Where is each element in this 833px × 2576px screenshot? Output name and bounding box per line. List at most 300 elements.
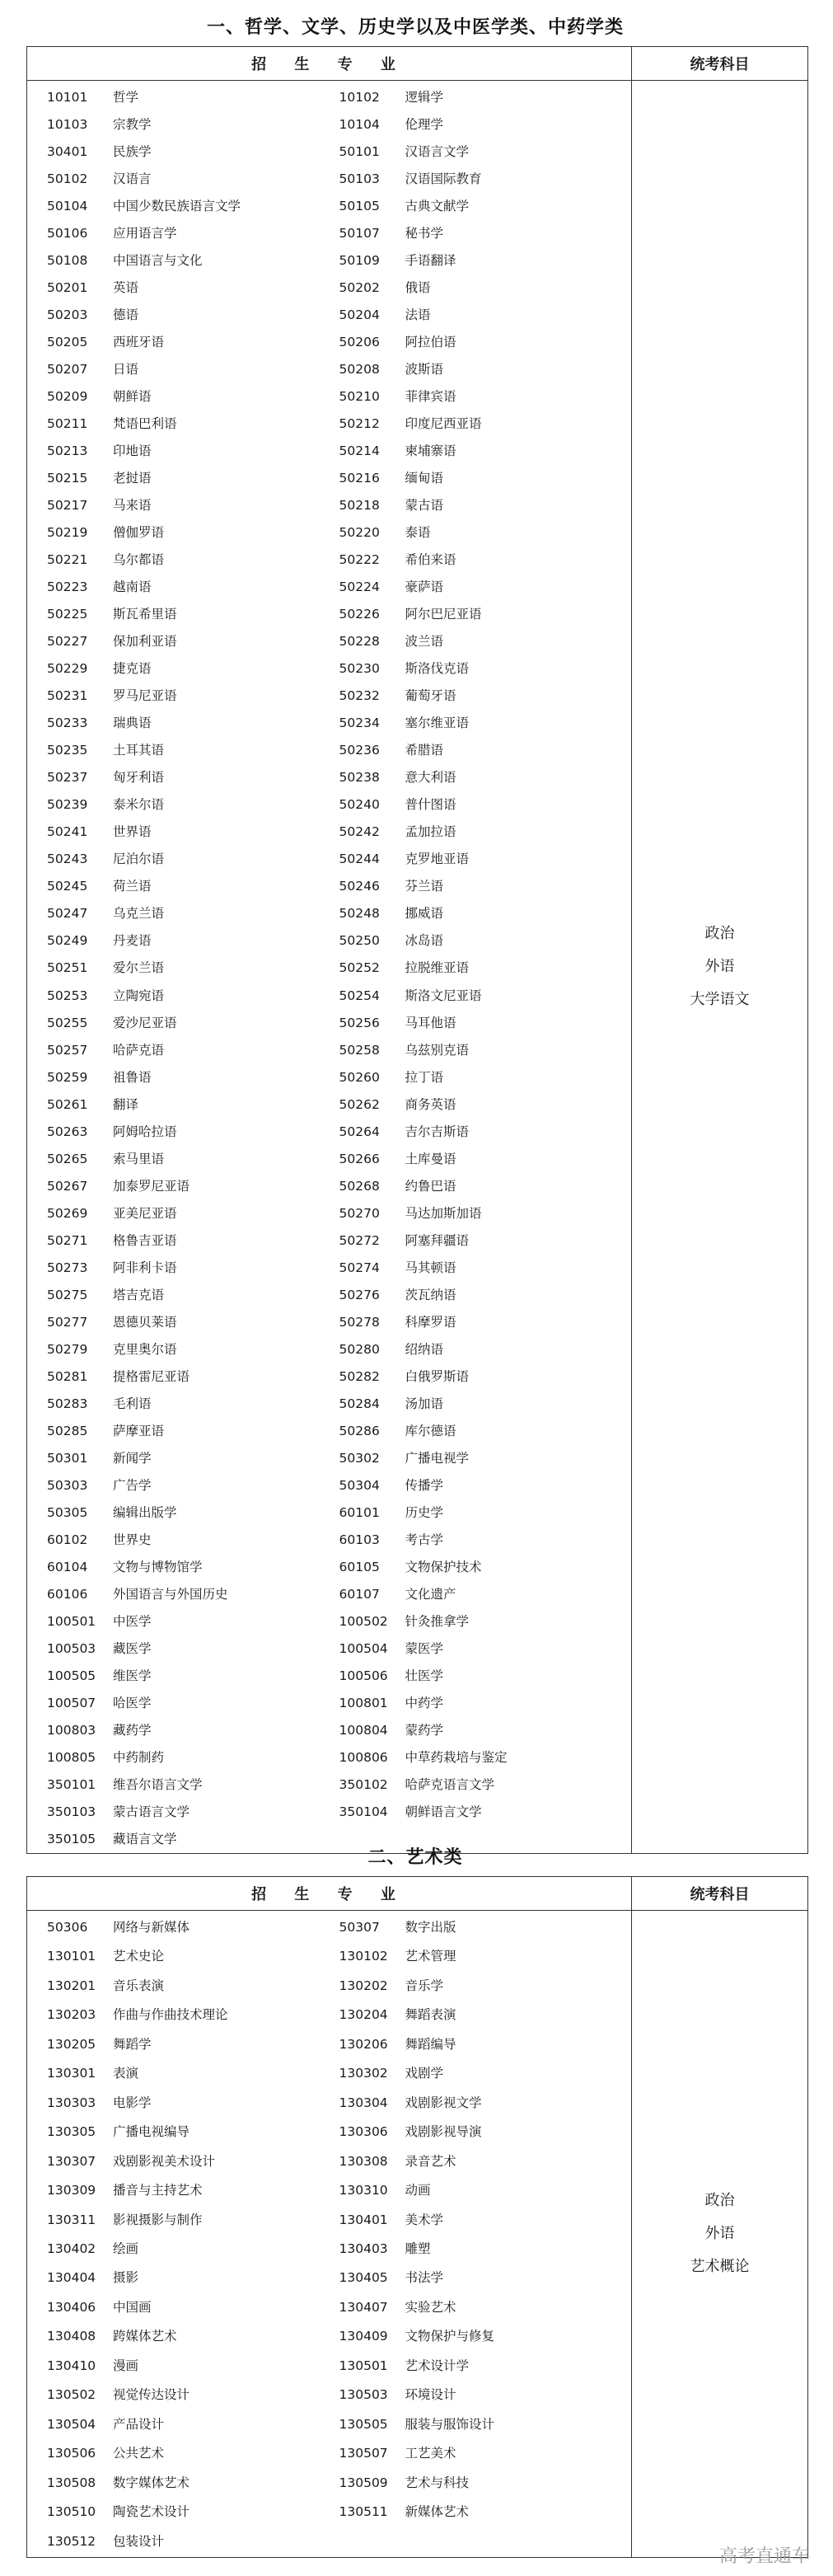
major-code: 100805 [47,1749,96,1765]
major-name: 孟加拉语 [405,824,456,840]
major-name: 塞尔维亚语 [405,716,470,731]
major-item [27,2090,330,2117]
major-name: 德语 [113,307,139,323]
major-item [27,1309,330,1336]
major-code: 60101 [339,1504,380,1520]
major-code: 50264 [339,1124,380,1139]
major-name: 白俄罗斯语 [405,1368,470,1384]
major-item [27,1554,330,1581]
major-name: 艺术管理 [405,1949,456,1964]
major-code: 50232 [339,688,380,704]
major-item [330,1418,632,1445]
major-name: 藏医学 [113,1640,152,1656]
major-code: 130409 [339,2329,388,2344]
major-item [330,519,632,547]
major-code: 100804 [339,1722,388,1738]
major-code: 130102 [339,1949,388,1964]
major-name: 乌兹别克语 [405,1042,470,1058]
major-name: 公共艺术 [113,2446,165,2461]
major-code: 50263 [47,1124,88,1139]
major-code: 50105 [339,199,380,214]
major-item [330,955,632,982]
major-name: 西班牙语 [113,335,165,350]
major-code: 50227 [47,634,88,650]
major-name: 阿非利卡语 [113,1260,177,1275]
section-title: 一、哲学、文学、历史学以及中医学类、中药学类 [206,17,624,38]
header-major: 招 生 专 业 [27,1877,632,1911]
major-name: 针灸推拿学 [405,1613,470,1629]
major-item [27,1445,330,1472]
major-code: 50223 [47,579,88,595]
major-name: 茨瓦纳语 [405,1287,456,1302]
major-name: 中医学 [113,1613,152,1629]
major-name: 壮医学 [405,1668,444,1683]
major-item [330,983,632,1010]
major-code: 50207 [47,362,88,378]
major-item [27,1581,330,1608]
major-item [27,2207,330,2234]
major-name: 菲律宾语 [405,389,456,405]
major-item [330,1336,632,1363]
major-item [330,1799,632,1826]
major-code: 50247 [47,906,88,922]
major-name: 越南语 [113,579,152,595]
major-name: 希腊语 [405,743,444,758]
major-code: 130402 [47,2241,96,2256]
major-code: 50219 [47,525,88,541]
major-item [330,1690,632,1717]
major-code: 60107 [339,1586,380,1602]
major-item [330,1227,632,1255]
major-item [27,1037,330,1064]
major-item [330,873,632,900]
major-item [27,1690,330,1717]
major-name: 恩德贝莱语 [113,1314,177,1330]
major-item [330,2264,632,2292]
major-name: 藏药学 [113,1722,152,1738]
major-code: 130303 [47,2095,96,2110]
major-name: 汉语言文学 [405,144,470,160]
major-name: 希伯来语 [405,552,456,568]
major-code: 50266 [339,1151,380,1166]
major-item [330,2381,632,2409]
major-item [27,1418,330,1445]
major-item [330,655,632,683]
major-item [330,1363,632,1391]
major-item [330,927,632,955]
major-item [330,274,632,302]
major-name: 维医学 [113,1668,152,1683]
major-code: 50280 [339,1341,380,1357]
major-code: 50233 [47,716,88,731]
major-name: 芬兰语 [405,879,444,894]
major-code: 130408 [47,2329,96,2344]
major-item [27,411,330,438]
major-item [27,519,330,547]
major-code: 50286 [339,1423,380,1438]
major-name: 作曲与作曲技术理论 [113,2007,228,2023]
major-item [330,1635,632,1663]
major-name: 尼泊尔语 [113,852,165,867]
major-code: 50217 [47,498,88,514]
major-item [27,329,330,356]
major-item [27,547,330,574]
major-name: 汤加语 [405,1396,444,1411]
major-code: 130202 [339,1978,388,1993]
major-name: 文物保护技术 [405,1559,482,1574]
header-major: 招 生 专 业 [27,47,632,81]
major-code: 130310 [339,2183,388,2198]
major-code: 60105 [339,1559,380,1574]
major-name: 维吾尔语言文学 [113,1776,203,1792]
major-code: 50250 [339,933,380,949]
major-code: 350105 [47,1831,96,1846]
major-item [27,1663,330,1690]
major-code: 50258 [339,1042,380,1058]
major-name: 汉语言 [113,171,152,187]
major-name: 外国语言与外国历史 [113,1586,228,1602]
major-name: 蒙医学 [405,1640,444,1656]
major-item [330,1943,632,1970]
major-item [27,1064,330,1091]
major-code: 50230 [339,661,380,677]
major-name: 朝鲜语 [113,389,152,405]
major-code: 50224 [339,579,380,595]
major-code: 50109 [339,253,380,269]
major-item [330,1445,632,1472]
major-item [27,220,330,247]
major-name: 约鲁巴语 [405,1178,456,1194]
major-name: 翻译 [113,1096,139,1112]
major-name: 科摩罗语 [405,1314,456,1330]
major-item [330,1608,632,1635]
major-name: 捷克语 [113,661,152,677]
major-code: 10101 [47,90,88,105]
major-code: 50244 [339,852,380,867]
major-code: 50302 [339,1450,380,1466]
major-code: 50276 [339,1287,380,1302]
major-code: 100806 [339,1749,388,1765]
major-item [27,2148,330,2175]
major-code: 50259 [47,1069,88,1085]
major-item [330,356,632,383]
major-code: 50282 [339,1368,380,1384]
major-code: 50256 [339,1015,380,1030]
major-name: 俄语 [405,280,431,296]
major-name: 阿塞拜疆语 [405,1232,470,1248]
major-name: 音乐学 [405,1978,444,1993]
major-item [27,628,330,655]
major-item [330,220,632,247]
major-name: 逻辑学 [405,90,444,105]
major-name: 民族学 [113,144,152,160]
major-name: 葡萄牙语 [405,688,456,704]
major-code: 50272 [339,1232,380,1248]
major-name: 音乐表演 [113,1978,165,1993]
major-name: 挪威语 [405,906,444,922]
major-name: 书法学 [405,2270,444,2286]
exam-subjects-cell [632,1911,808,2558]
major-name: 克里奥尔语 [113,1341,177,1357]
major-code: 130509 [339,2475,388,2490]
major-item [330,2001,632,2029]
major-code: 50260 [339,1069,380,1085]
majors-table [26,1876,808,2558]
major-name: 中药学 [405,1695,444,1710]
major-item [27,2353,330,2380]
major-code: 50241 [47,824,88,840]
major-item [330,84,632,111]
major-item [27,1200,330,1227]
major-code: 130503 [339,2387,388,2403]
major-name: 斯洛伐克语 [405,661,470,677]
major-code: 130406 [47,2299,96,2315]
major-code: 50251 [47,960,88,976]
major-code: 130205 [47,2036,96,2052]
major-code: 130309 [47,2183,96,2198]
major-item [330,302,632,329]
major-name: 亚美尼亚语 [113,1205,177,1221]
major-name: 应用语言学 [113,226,177,242]
major-code: 50201 [47,280,88,296]
major-name: 豪萨语 [405,579,444,595]
major-item [27,655,330,683]
major-item [27,955,330,982]
major-code: 100502 [339,1613,388,1629]
major-name: 波兰语 [405,634,444,650]
major-code: 50215 [47,471,88,486]
major-code: 50281 [47,1368,88,1384]
exam-subjects-cell [632,81,808,1854]
major-name: 马耳他语 [405,1015,456,1030]
major-code: 50205 [47,335,88,350]
major-name: 中国画 [113,2299,152,2315]
majors-grid [27,1911,631,2557]
major-code: 60103 [339,1532,380,1547]
major-name: 传播学 [405,1477,444,1493]
major-item [330,1914,632,1941]
major-item [27,1363,330,1391]
major-item [27,983,330,1010]
major-code: 130410 [47,2358,96,2373]
major-item [330,2148,632,2175]
major-code: 50234 [339,716,380,731]
major-item [330,2499,632,2526]
major-item [330,1173,632,1200]
major-name: 陶瓷艺术设计 [113,2504,190,2520]
major-item [27,1119,330,1146]
major-name: 服装与服饰设计 [405,2416,495,2432]
major-item [330,247,632,274]
major-code: 50278 [339,1314,380,1330]
major-code: 50212 [339,416,380,432]
major-code: 50235 [47,743,88,758]
major-name: 新媒体艺术 [405,2504,470,2520]
major-name: 手语翻译 [405,253,456,269]
major-name: 索马里语 [113,1151,165,1166]
major-code: 130302 [339,2066,388,2081]
major-code: 50277 [47,1314,88,1330]
major-item [330,1744,632,1771]
major-item [330,574,632,601]
major-code: 50242 [339,824,380,840]
major-name: 艺术史论 [113,1949,165,1964]
major-code: 50306 [47,1920,88,1935]
major-item [330,111,632,138]
major-item [27,2294,330,2321]
major-item [330,2207,632,2234]
major-item [330,2177,632,2204]
major-code: 50238 [339,770,380,786]
major-name: 藏语言文学 [113,1831,177,1846]
major-name: 朝鲜语言文学 [405,1804,482,1819]
major-code: 100505 [47,1668,96,1683]
major-code: 50204 [339,307,380,323]
major-code: 130505 [339,2416,388,2432]
major-code: 50228 [339,634,380,650]
major-item [330,1663,632,1690]
major-item [27,2323,330,2350]
major-name: 拉脱维亚语 [405,960,470,976]
major-item [27,2177,330,2204]
major-code: 50269 [47,1205,88,1221]
major-name: 马来语 [113,498,152,514]
major-code: 100504 [339,1640,388,1656]
major-code: 50102 [47,171,88,187]
major-code: 50301 [47,1450,88,1466]
major-code: 50255 [47,1015,88,1030]
major-item [330,628,632,655]
major-code: 130407 [339,2299,388,2315]
major-item [330,2060,632,2087]
major-name: 蒙古语 [405,498,444,514]
major-code: 130501 [339,2358,388,2373]
major-code: 130507 [339,2446,388,2461]
major-name: 戏剧影视导演 [405,2124,482,2140]
major-code: 50262 [339,1096,380,1112]
major-item [27,819,330,846]
major-name: 影视摄影与制作 [113,2212,203,2227]
major-code: 100506 [339,1668,388,1683]
major-code: 50222 [339,552,380,568]
major-code: 130305 [47,2124,96,2140]
major-item [27,1608,330,1635]
major-name: 格鲁吉亚语 [113,1232,177,1248]
major-code: 50214 [339,443,380,459]
major-item [27,1635,330,1663]
major-item [27,873,330,900]
major-item [27,1010,330,1037]
major-name: 数字出版 [405,1920,456,1935]
major-item [27,764,330,791]
major-item [27,1255,330,1282]
exam-subject: 政治 [704,2192,735,2209]
major-name: 网络与新媒体 [113,1920,190,1935]
major-name: 梵语巴利语 [113,416,177,432]
major-name: 中国少数民族语言文学 [113,199,241,214]
major-code: 50221 [47,552,88,568]
major-item [330,1010,632,1037]
major-item [330,764,632,791]
major-item [27,927,330,955]
major-item [330,1282,632,1309]
major-name: 丹麦语 [113,933,152,949]
major-name: 动画 [405,2183,431,2198]
major-name: 罗马尼亚语 [113,688,177,704]
major-item [330,1581,632,1608]
major-item [27,683,330,710]
major-name: 戏剧影视文学 [405,2095,482,2110]
watermark-text: 高考直通车 [718,2546,810,2567]
major-code: 130510 [47,2504,96,2520]
major-code: 50216 [339,471,380,486]
major-item [27,2031,330,2058]
major-item [27,601,330,628]
major-item [27,302,330,329]
major-item [330,1091,632,1119]
major-code: 50279 [47,1341,88,1357]
major-item [330,1255,632,1282]
major-item [330,547,632,574]
major-name: 蒙药学 [405,1722,444,1738]
major-item [27,1799,330,1826]
major-code: 50265 [47,1151,88,1166]
major-name: 世界语 [113,824,152,840]
header-exam: 统考科目 [632,47,808,81]
major-code: 50108 [47,253,88,269]
major-code: 60104 [47,1559,88,1574]
major-item [330,2411,632,2438]
major-code: 130508 [47,2475,96,2490]
major-name: 土库曼语 [405,1151,456,1166]
major-name: 马其顿语 [405,1260,456,1275]
major-code: 60102 [47,1532,88,1547]
major-code: 130506 [47,2446,96,2461]
major-item [27,737,330,764]
major-name: 塔吉克语 [113,1287,165,1302]
major-code: 130306 [339,2124,388,2140]
major-name: 广播电视编导 [113,2124,190,2140]
major-code: 130512 [47,2533,96,2549]
major-code: 50257 [47,1042,88,1058]
major-item [330,1200,632,1227]
major-code: 50237 [47,770,88,786]
exam-subject: 大学语文 [690,991,750,1008]
section-title: 二、艺术类 [367,1847,463,1868]
major-name: 雕塑 [405,2241,431,2256]
major-item [330,492,632,519]
major-code: 50254 [339,988,380,1003]
exam-subject: 艺术概论 [690,2258,750,2275]
major-name: 日语 [113,362,139,378]
major-item [27,1771,330,1799]
major-item [27,1527,330,1554]
major-name: 秘书学 [405,226,444,242]
major-code: 10104 [339,117,380,132]
major-name: 中草药栽培与鉴定 [405,1749,508,1765]
major-item [330,465,632,492]
major-name: 意大利语 [405,770,456,786]
major-name: 祖鲁语 [113,1069,152,1085]
major-name: 阿尔巴尼亚语 [405,607,482,622]
majors-cell [27,1911,632,2558]
major-item [27,2411,330,2438]
major-item [330,166,632,193]
major-item [27,111,330,138]
major-code: 50261 [47,1096,88,1112]
major-name: 中国语言与文化 [113,253,203,269]
major-name: 数字媒体艺术 [113,2475,190,2490]
